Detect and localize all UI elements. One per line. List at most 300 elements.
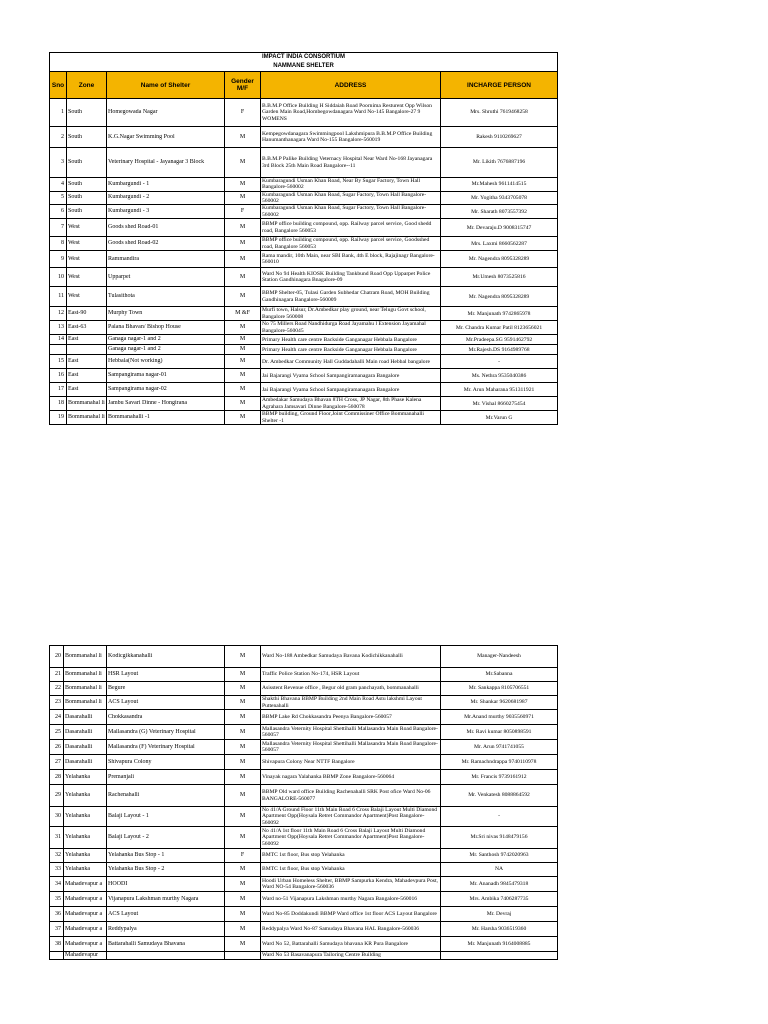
table-cell-name-text: Kumbargundi - 2 <box>108 194 150 201</box>
table-cell-address-text: B.B.M.P Office Building H Siddaiah Road Poornima Resturent Opp Wilson Garden Main Road,Hombegowdanagara Ward No-145 Bangalore-27 9 WOMENS <box>262 103 432 122</box>
table-cell-sno-text: 10 <box>58 273 64 280</box>
table-cell-zone <box>67 369 107 383</box>
table-cell-person <box>441 205 558 219</box>
table-cell-sno-text: 24 <box>55 713 61 720</box>
table-cell-sno <box>50 383 67 397</box>
table-cell-sno <box>50 740 64 755</box>
table-cell-name-text: Ganaga nagar-1 and 2 <box>108 336 161 343</box>
table-cell-address <box>261 127 441 148</box>
table-row <box>50 785 558 807</box>
table-cell-person <box>441 251 558 268</box>
table-cell-sno-text: 6 <box>61 208 64 215</box>
table-cell-sno <box>50 682 64 696</box>
table-cell-person-text: Mr.Sabanna <box>485 671 513 678</box>
table-cell-zone <box>67 237 107 251</box>
table-cell-person <box>441 937 558 952</box>
table-row <box>50 251 558 268</box>
table-cell-sno-text: 9 <box>61 255 64 262</box>
table-cell-address-text: Kumbaragundi Usman Khan Road, Sugar Factory, Town Hall Bangalore-560002 <box>262 205 427 218</box>
table-cell-gender <box>225 268 261 287</box>
table-cell-gender <box>225 922 261 937</box>
table-cell-sno <box>50 952 64 960</box>
header-row <box>50 72 558 99</box>
table-cell-person <box>441 178 558 192</box>
table-cell-zone-text: Dasarahalli <box>65 758 93 765</box>
table-cell-name-text: Ganaga nagar-1 and 2 <box>108 346 161 353</box>
table-cell-name <box>107 355 225 369</box>
table-cell-gender <box>225 952 261 960</box>
table-cell-name <box>107 148 225 178</box>
table-row <box>50 335 558 345</box>
table-cell-address <box>261 287 441 307</box>
table-cell-sno-text: 25 <box>55 728 61 735</box>
table-cell-person-text: Mr. Nagendra 8095328289 <box>468 256 530 263</box>
table-cell-address-text: No 41/A Ground Floor 11th Main Road 6 Cross Balaji Layout Multi Diamond Apartment Opp(Hoysala Retret Commandor Apartment)Post Bangalore-560092 <box>262 807 438 826</box>
table-cell-person <box>441 827 558 849</box>
table-cell-name-text: Mallasandra (F) Veterinary Hospital <box>108 743 195 750</box>
table-cell-gender-text: M <box>239 685 246 691</box>
table-row <box>50 321 558 335</box>
table-cell-person-text: Mr. Sharath 8073557392 <box>471 208 527 215</box>
table-cell-name-text: Balaji Layout - 1 <box>108 813 149 819</box>
table-cell-person-text: Rakesh 9110269627 <box>476 133 522 140</box>
table-cell-address-text: BBMP building, Ground Floor,Joint Commissiner Office Bommanahalli Shelter -1 <box>262 411 424 424</box>
table-cell-address-text: Primary Health care centre Backside Ganganagar Hebbala Bangalore <box>262 346 417 353</box>
table-cell-sno <box>50 251 67 268</box>
table-row <box>50 268 558 287</box>
table-cell-address <box>261 383 441 397</box>
table-cell-address <box>261 205 441 219</box>
table-cell-gender <box>225 99 261 127</box>
table-cell-address-text: Rama mandir, 10th Main, near SBI Bank, 4th E block, Rajajinagr Bangalore-560010 <box>262 252 435 266</box>
table-cell-person-text: Mr. Yogitha 9343705078 <box>471 194 527 201</box>
table-cell-address-text: Ward No-188 Ambedkar Samudaya Bavana Kodichikkanahalli <box>262 653 403 660</box>
table-cell-sno <box>50 755 64 770</box>
table-cell-zone <box>64 892 107 907</box>
table-cell-name <box>107 827 225 849</box>
table-cell-name-text: HSR Layout <box>108 671 139 677</box>
table-cell-person <box>441 877 558 892</box>
table-cell-address <box>261 770 441 785</box>
col-gender: Gender M/F <box>225 72 261 99</box>
table-cell-gender-text: M <box>239 372 246 379</box>
table-cell-name <box>107 785 225 807</box>
table-cell-sno <box>50 335 67 345</box>
table-cell-name <box>107 668 225 682</box>
table-cell-person <box>441 411 558 425</box>
table-cell-address-text: Mallasandra Veternity Hospital Shettihalli Mallasandra Main Road Bangalore-560057 <box>262 725 438 738</box>
table-cell-sno-text: 29 <box>55 792 61 798</box>
table-row <box>50 668 558 682</box>
table-row <box>50 922 558 937</box>
table-cell-zone-text: West <box>68 273 80 280</box>
table-cell-address-text: Primary Health care centre Backside Ganganagar Hebbala Bangalore <box>262 336 417 343</box>
table-cell-sno-text: 37 <box>55 925 61 932</box>
table-cell-zone <box>64 937 107 952</box>
table-cell-address <box>261 725 441 740</box>
table-cell-gender <box>225 892 261 907</box>
table-cell-name <box>107 696 225 710</box>
table-cell-gender-text: M <box>239 758 246 765</box>
table-cell-person <box>441 755 558 770</box>
table-cell-sno <box>50 785 64 807</box>
table-cell-sno <box>50 369 67 383</box>
table-cell-zone <box>67 383 107 397</box>
table-cell-gender <box>225 907 261 922</box>
table-row <box>50 646 558 668</box>
table-cell-sno <box>50 849 64 863</box>
table-cell-gender-text: M <box>239 743 246 750</box>
table-cell-person <box>441 863 558 877</box>
col-person: INCHARGE PERSON <box>441 72 558 99</box>
table-cell-address-text: Ward No 52, Battarahalli Samudaya bhavana KR Pura Bangalore <box>262 940 409 947</box>
table-cell-person-text: Mr. Manjunath 9742865978 <box>467 310 531 317</box>
table-cell-gender-text: M <box>239 324 246 331</box>
table-cell-sno <box>50 99 67 127</box>
table-cell-zone-text: South <box>68 180 83 187</box>
table-cell-person-text: Mr.Sri nivas 9148479156 <box>470 834 528 841</box>
table-cell-person-text: Mr. Likith 7676887196 <box>472 159 526 166</box>
table-cell-person <box>441 952 558 960</box>
table-cell-person <box>441 682 558 696</box>
table-cell-name-text: Jambu Savari Dinne - Hongirana <box>108 400 187 407</box>
table-cell-person-text: Mr.Umesh 8073525816 <box>472 274 526 281</box>
table-cell-name <box>107 922 225 937</box>
table-cell-sno <box>50 127 67 148</box>
table-cell-sno-text: 36 <box>55 910 61 917</box>
table-cell-address <box>261 907 441 922</box>
table-row <box>50 740 558 755</box>
table-cell-gender <box>225 696 261 710</box>
table-cell-person-text: Mr. Arun 9741741055 <box>474 743 524 750</box>
table-cell-name-text: Kodicgikkanahalli <box>108 653 153 659</box>
table-cell-zone-text: Dasarahalli <box>65 728 93 735</box>
table-cell-sno <box>50 219 67 237</box>
project-title: NAMMANE SHELTER <box>50 62 558 72</box>
table-cell-person-text: Ms. Nethra 9535040386 <box>471 372 527 379</box>
table-cell-sno-text: 23 <box>55 699 61 705</box>
table-cell-zone <box>67 99 107 127</box>
table-cell-address-text: Vinayak nagara Yalahanka BBMP Zone Bangalore-560064 <box>262 773 395 780</box>
table-cell-address <box>261 251 441 268</box>
org-title: IMPACT INDIA CONSORTIUM <box>50 53 558 63</box>
table-cell-zone <box>67 148 107 178</box>
table-cell-gender <box>225 251 261 268</box>
table-cell-address <box>261 710 441 725</box>
table-cell-gender-text: M <box>239 133 246 140</box>
table-row <box>50 682 558 696</box>
table-cell-zone-text: Bommanahal li <box>65 671 102 677</box>
table-cell-name-text: Begure <box>108 685 126 691</box>
table-row <box>50 849 558 863</box>
table-cell-person <box>441 219 558 237</box>
table-cell-zone <box>64 785 107 807</box>
table-row <box>50 827 558 849</box>
table-cell-gender-text: M <box>239 159 246 165</box>
table-cell-zone-text: South <box>68 194 83 201</box>
table-cell-person-text: - <box>498 358 500 365</box>
table-cell-person-text: Mr.Varun G <box>485 414 513 421</box>
table-cell-gender-text: M <box>239 273 246 280</box>
shelter-table-page-1 <box>49 52 558 425</box>
table-cell-address <box>261 219 441 237</box>
table-cell-zone <box>64 740 107 755</box>
table-cell-gender <box>225 335 261 345</box>
table-cell-name <box>107 205 225 219</box>
table-row <box>50 148 558 178</box>
table-cell-gender-text: M <box>239 813 246 819</box>
table-cell-zone-text: Mahadevapur a <box>65 940 103 947</box>
table-cell-address <box>261 696 441 710</box>
table-row <box>50 770 558 785</box>
table-cell-address-text: Kempegowdanagara Swimmingpool Lakshmipura B.B.M.P Office Building Hanumanthanagara Ward No-155 Bangalore-560019 <box>262 130 433 143</box>
table-cell-person <box>441 307 558 321</box>
table-cell-address <box>261 755 441 770</box>
table-cell-address <box>261 178 441 192</box>
table-cell-zone <box>67 335 107 345</box>
table-cell-sno-text: 11 <box>58 293 64 300</box>
table-cell-zone-text: East <box>68 358 79 365</box>
table-cell-gender-text: M <box>239 728 246 735</box>
table-cell-name-text: Chokkasandra <box>108 713 143 720</box>
table-cell-sno <box>50 237 67 251</box>
table-cell-name <box>107 807 225 827</box>
table-cell-sno-text: 7 <box>61 224 64 231</box>
table-cell-address-text: Mallasandra Veternity Hospital Shettihalli Mallasandra Main Road Bangalore-560057 <box>262 740 438 753</box>
table-row <box>50 355 558 369</box>
table-cell-name-text: Bommanahalli -1 <box>108 414 150 421</box>
table-cell-gender <box>225 682 261 696</box>
table-cell-zone-text: Mahadevapur a <box>65 910 103 917</box>
table-cell-person <box>441 383 558 397</box>
table-cell-gender-text: F <box>240 109 245 115</box>
table-cell-address <box>261 646 441 668</box>
table-cell-address <box>261 411 441 425</box>
table-cell-sno <box>50 397 67 411</box>
table-cell-address-text: Ambedakar Samudaya Bhavan 8TH Cross, JP Nagar, 8th Phase Kalena Agrahara Jamsavari Dinne Bangalore-560078 <box>262 397 422 410</box>
table-cell-gender-text: M <box>239 400 246 407</box>
table-cell-name-text: Hebbala(Not working) <box>108 358 163 365</box>
table-cell-zone <box>67 178 107 192</box>
table-cell-address-text: B.B.M.P Palike Building Veternacy Hospital Near Ward No-168 Jayanagara 3rd Block 25th Main Road Bangalore--11 <box>262 156 433 169</box>
table-body-2 <box>50 646 558 960</box>
table-cell-name-text: Murphy Town <box>108 310 143 317</box>
table-cell-gender-text: F <box>240 852 245 858</box>
table-cell-sno-text: 38 <box>55 940 61 947</box>
table-cell-name <box>107 321 225 335</box>
table-cell-sno <box>50 191 67 205</box>
table-cell-zone <box>64 952 107 960</box>
table-cell-gender <box>225 191 261 205</box>
table-cell-person <box>441 849 558 863</box>
table-cell-gender-text: M <box>239 346 246 353</box>
table-cell-sno-text: 1 <box>61 109 64 115</box>
table-cell-gender <box>225 646 261 668</box>
table-cell-gender-text: M <box>239 834 246 840</box>
table-row <box>50 127 558 148</box>
table-cell-person-text: Mrs. Ambika 7406287735 <box>469 895 529 902</box>
table-cell-gender-text: M <box>239 866 246 872</box>
table-cell-person <box>441 922 558 937</box>
table-cell-gender <box>225 178 261 192</box>
table-cell-zone <box>67 251 107 268</box>
table-row <box>50 205 558 219</box>
table-cell-zone-text: South <box>68 133 83 140</box>
table-cell-zone <box>64 770 107 785</box>
table-cell-person <box>441 770 558 785</box>
table-cell-address <box>261 99 441 127</box>
table-cell-name <box>107 892 225 907</box>
table-cell-gender-text: M <box>239 386 246 393</box>
table-cell-sno <box>50 770 64 785</box>
table-cell-sno <box>50 268 67 287</box>
table-cell-name <box>107 849 225 863</box>
table-cell-zone-text: Bommanahal li <box>65 653 102 659</box>
title-row <box>50 53 558 63</box>
table-row <box>50 219 558 237</box>
table-cell-sno <box>50 345 67 355</box>
table-cell-sno-text: 20 <box>55 653 61 659</box>
table-cell-address-text: BBMP office building compound, opp. Railway parcel service, Goodsshed road, Bangalore 560053 <box>262 237 430 250</box>
table-cell-name-text: Upparpet <box>108 273 131 280</box>
table-cell-sno-text: 35 <box>55 895 61 902</box>
table-cell-zone-text: West <box>68 293 80 300</box>
table-cell-sno <box>50 725 64 740</box>
table-cell-zone <box>64 922 107 937</box>
table-cell-name-text: Sampangirama nagar-02 <box>108 386 167 393</box>
table-cell-person-text: Manager-Nandeesh <box>477 653 521 660</box>
subtitle-row <box>50 62 558 72</box>
table-cell-sno-text: 27 <box>55 758 61 765</box>
table-cell-sno <box>50 287 67 307</box>
table-cell-name-text: Rachenahalli <box>108 792 140 798</box>
table-cell-name <box>107 383 225 397</box>
table-cell-name <box>107 411 225 425</box>
table-cell-name-text: Goods shed Road-02 <box>108 240 159 247</box>
table-cell-address-text: BMTC 1st floor, Bus stop Yelahanka <box>262 866 345 873</box>
table-cell-zone-text: Mahadevapur a <box>65 895 103 902</box>
table-cell-gender <box>225 369 261 383</box>
table-cell-address <box>261 877 441 892</box>
table-cell-zone-text: Yelahanka <box>65 852 91 858</box>
table-cell-zone <box>64 696 107 710</box>
table-cell-gender <box>225 740 261 755</box>
table-cell-address-text: Shivapura Colony Near NTTF Bangalore <box>262 758 355 765</box>
table-cell-zone <box>64 646 107 668</box>
table-row <box>50 178 558 192</box>
table-cell-sno-text: 15 <box>58 358 64 365</box>
table-cell-address <box>261 268 441 287</box>
table-cell-sno-text: 21 <box>55 671 61 677</box>
table-cell-person-text: Mr. Sankappa 8105706551 <box>468 685 530 692</box>
table-cell-name <box>107 740 225 755</box>
table-row <box>50 907 558 922</box>
table-cell-zone <box>67 397 107 411</box>
table-cell-address-text: BBMP office building compound, opp. Railway parcel service, Good shedd road, Bangalore 560053 <box>262 221 432 234</box>
table-row <box>50 287 558 307</box>
table-row <box>50 696 558 710</box>
table-cell-name-text: ACS Layout <box>108 910 139 917</box>
table-cell-person <box>441 397 558 411</box>
col-zone: Zone <box>67 72 107 99</box>
table-row <box>50 99 558 127</box>
table-cell-gender <box>225 668 261 682</box>
table-cell-sno <box>50 355 67 369</box>
table-cell-person <box>441 148 558 178</box>
table-cell-sno-text: 19 <box>58 414 64 421</box>
table-cell-sno-text: 4 <box>61 180 64 187</box>
table-cell-gender-text: M <box>239 792 246 798</box>
table-cell-zone-text: East <box>68 372 79 379</box>
table-cell-gender-text: M <box>239 194 246 201</box>
table-cell-sno-text: 5 <box>61 194 64 201</box>
table-cell-zone-text: West <box>68 255 80 262</box>
table-cell-sno-text: 30 <box>55 813 61 819</box>
table-cell-person-text: Mr. Vishal 8660275454 <box>472 400 526 407</box>
table-cell-address-text: Ward No-85 Doddakundi BBMP Ward office 1st floor ACS Layout Bangalore <box>262 910 437 917</box>
table-cell-gender <box>225 785 261 807</box>
table-cell-gender <box>225 807 261 827</box>
table-cell-address <box>261 307 441 321</box>
table-cell-person <box>441 355 558 369</box>
table-cell-sno <box>50 807 64 827</box>
table-cell-address <box>261 321 441 335</box>
col-address: ADDRESS <box>261 72 441 99</box>
table-cell-person-text: Mr. Devraj <box>486 910 512 917</box>
table-cell-sno <box>50 307 67 321</box>
table-cell-name <box>107 907 225 922</box>
table-cell-name-text: Mallasandra (G) Veterinary Hospital <box>108 728 196 735</box>
table-cell-zone-text: Bommanahal li <box>65 685 102 691</box>
table-cell-address-text: Dr. Ambedkar Community Hall Guddadahalli Main road Hebbal bangalore <box>262 358 430 365</box>
table-cell-gender-text: M <box>239 255 246 262</box>
table-cell-address <box>261 785 441 807</box>
table-cell-zone-text: South <box>68 208 83 215</box>
table-cell-gender <box>225 148 261 178</box>
table-cell-gender-text: M <box>239 336 246 343</box>
table-cell-person <box>441 668 558 682</box>
table-cell-sno <box>50 892 64 907</box>
table-cell-person-text: Mr. Ravi kumar 8050898591 <box>466 728 532 735</box>
table-cell-sno <box>50 668 64 682</box>
table-cell-name <box>107 725 225 740</box>
table-cell-sno-text: 12 <box>58 310 64 317</box>
table-cell-gender-text: M <box>239 240 246 247</box>
table-cell-address <box>261 952 441 960</box>
table-cell-gender-text: M <box>239 414 246 421</box>
table-row <box>50 725 558 740</box>
table-cell-gender-text: M <box>239 653 246 659</box>
table-cell-name <box>107 307 225 321</box>
table-cell-sno-text: 32 <box>55 852 61 858</box>
table-cell-name-text: Premanjali <box>108 773 134 780</box>
table-cell-name-text: Homegowada Nagar <box>108 109 158 115</box>
table-cell-address-text: No 41/A 1st floor 11th Main Road 6 Cross Balaji Layout Multi Diamond Apartment Opp(Hoysala Retret Commandor Apartment)Post Bangalore-560092 <box>262 828 426 847</box>
table-cell-address-text: No 75 Millers Road Nandhidurga Road Jayamahu l Extension Jayamahal Bangalore-560045 <box>262 321 426 334</box>
table-cell-gender <box>225 321 261 335</box>
table-cell-zone <box>64 907 107 922</box>
table-cell-gender-text: M <box>239 671 246 677</box>
table-cell-address-text: Shakthi Bhavana BBMP Building 2nd Main Road Astu lakshmi Layout Puttenahalli <box>262 696 422 709</box>
table-cell-person <box>441 268 558 287</box>
table-cell-gender <box>225 770 261 785</box>
table-cell-zone <box>64 710 107 725</box>
table-cell-person-text: Mr.Rajesh.DS 9164989768 <box>468 346 530 353</box>
table-cell-address <box>261 922 441 937</box>
table-row <box>50 877 558 892</box>
table-cell-address-text: Traffic Police Station No-174, HSR Layout <box>262 671 360 678</box>
table-cell-zone <box>64 755 107 770</box>
